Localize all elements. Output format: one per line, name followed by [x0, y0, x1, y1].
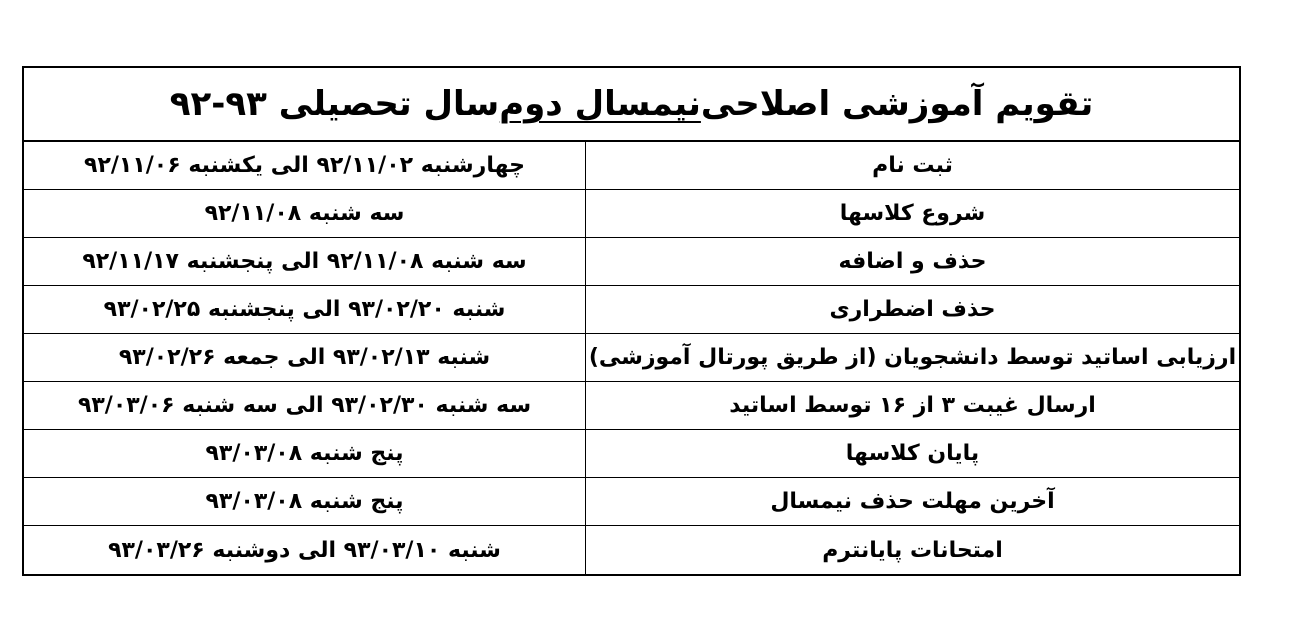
- title-part-year: سال تحصیلی ۹۳-۹۲: [169, 84, 500, 124]
- table-title: [24, 68, 1239, 142]
- activity-cell: ارزیابی اساتید توسط دانشجویان (از طریق پورتال آموزشی): [585, 334, 1239, 381]
- academic-calendar-table: [22, 66, 1241, 576]
- table-row: [24, 238, 1239, 286]
- activity-cell: ارسال غیبت ۳ از ۱۶ توسط اساتید: [585, 382, 1239, 429]
- table-row: [24, 478, 1239, 526]
- date-cell: سه شنبه ۹۳/۰۲/۳۰ الی سه شنبه ۹۳/۰۳/۰۶: [77, 393, 532, 418]
- table-row: [24, 190, 1239, 238]
- activity-cell: حذف و اضافه: [585, 238, 1239, 285]
- table-row: [24, 334, 1239, 382]
- date-cell: پنج شنبه ۹۳/۰۳/۰۸: [205, 489, 404, 514]
- date-cell: شنبه ۹۳/۰۲/۱۳ الی جمعه ۹۳/۰۲/۲۶: [118, 345, 491, 370]
- activity-cell: حذف اضطراری: [585, 286, 1239, 333]
- activity-cell: پایان کلاسها: [585, 430, 1239, 477]
- date-cell: سه شنبه ۹۲/۱۱/۰۸: [204, 201, 405, 226]
- activity-cell: شروع کلاسها: [585, 190, 1239, 237]
- table-row: [24, 142, 1239, 190]
- table-row: [24, 430, 1239, 478]
- date-cell: شنبه ۹۳/۰۳/۱۰ الی دوشنبه ۹۳/۰۳/۲۶: [108, 537, 501, 563]
- table-row: [24, 526, 1239, 574]
- title-part-1: تقویم آموزشی اصلاحی: [700, 84, 1094, 124]
- activity-cell: ثبت نام: [585, 142, 1239, 189]
- date-cell: شنبه ۹۳/۰۲/۲۰ الی پنجشنبه ۹۳/۰۲/۲۵: [103, 297, 506, 322]
- title-part-semester: نیمسال دوم: [499, 84, 701, 124]
- table-row: [24, 286, 1239, 334]
- date-cell: چهارشنبه ۹۲/۱۱/۰۲ الی یکشنبه ۹۲/۱۱/۰۶: [84, 153, 525, 178]
- activity-cell: آخرین مهلت حذف نیمسال: [585, 478, 1239, 525]
- date-cell: پنج شنبه ۹۳/۰۳/۰۸: [205, 441, 404, 466]
- date-cell: سه شنبه ۹۲/۱۱/۰۸ الی پنجشنبه ۹۲/۱۱/۱۷: [82, 249, 527, 274]
- activity-cell: امتحانات پایانترم: [585, 526, 1239, 574]
- table-row: [24, 382, 1239, 430]
